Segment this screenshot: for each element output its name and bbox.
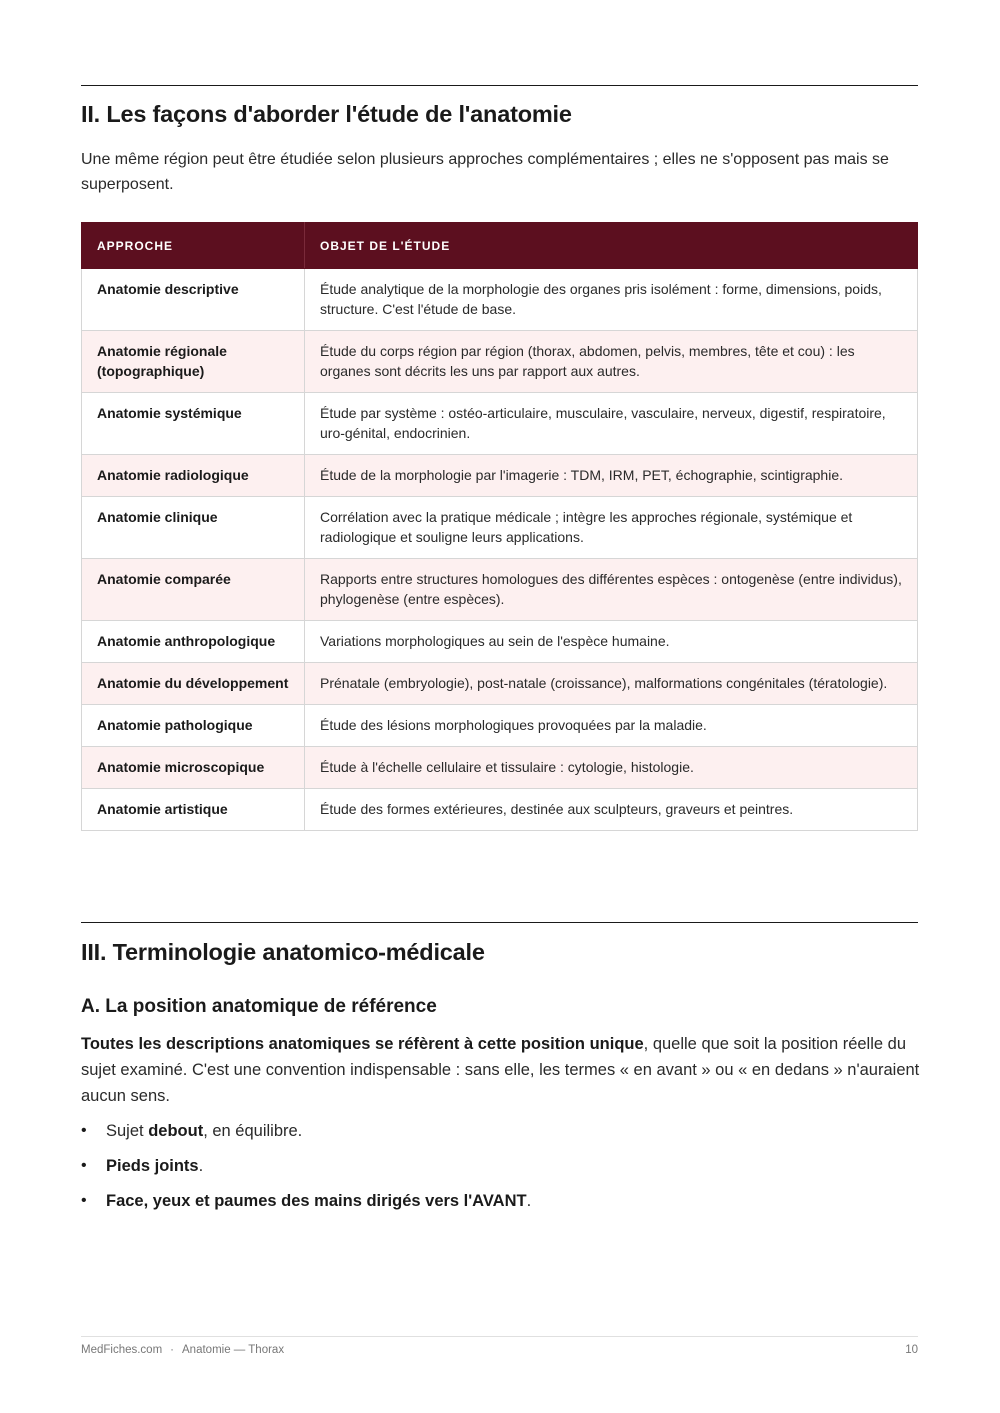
approach-cell: Anatomie microscopique [82, 747, 305, 789]
object-cell: Rapports entre structures homologues des différentes espèces : ontogenèse (entre individus), phylogenèse (entre espèces). [305, 559, 918, 621]
object-cell: Étude des lésions morphologiques provoquées par la maladie. [305, 705, 918, 747]
column-header-object: OBJET DE L'ÉTUDE [305, 223, 918, 269]
position-criteria-list [81, 1118, 918, 1223]
position-paragraph [81, 1031, 921, 1109]
footer-course: Anatomie — Thorax [182, 1344, 285, 1356]
footer-site: MedFiches.com [81, 1344, 163, 1356]
approach-cell: Anatomie artistique [82, 789, 305, 831]
section-2-intro: Une même région peut être étudiée selon plusieurs approches complémentaires ; elles ne s'opposent pas mais se superposent. [81, 151, 889, 193]
table-row [82, 559, 918, 621]
approach-cell: Anatomie clinique [82, 497, 305, 559]
section-divider [81, 85, 918, 86]
object-cell: Étude de la morphologie par l'imagerie : TDM, IRM, PET, échographie, scintigraphie. [305, 455, 918, 497]
approach-cell: Anatomie descriptive [82, 269, 305, 331]
list-item [81, 1153, 918, 1188]
object-cell: Étude par système : ostéo-articulaire, musculaire, vasculaire, nerveux, digestif, respiratoire, uro-génital, endocrinien. [305, 393, 918, 455]
approach-cell: Anatomie radiologique [82, 455, 305, 497]
table-row [82, 789, 918, 831]
approach-cell: Anatomie anthropologique [82, 621, 305, 663]
table-row [82, 269, 918, 331]
object-cell: Étude à l'échelle cellulaire et tissulaire : cytologie, histologie. [305, 747, 918, 789]
list-item-emphasis: Pieds joints [106, 1157, 199, 1175]
table-header-row [82, 223, 918, 269]
footer-left [81, 1344, 284, 1356]
section-2-title: II. Les façons d'aborder l'étude de l'anatomie [81, 101, 572, 127]
approach-cell: Anatomie du développement [82, 663, 305, 705]
object-cell: Étude du corps région par région (thorax, abdomen, pelvis, membres, tête et cou) : les organes sont décrits les uns par rapport aux autres. [305, 331, 918, 393]
object-cell: Étude analytique de la morphologie des organes pris isolément : forme, dimensions, poids, structure. C'est l'étude de base. [305, 269, 918, 331]
section-3-title: III. Terminologie anatomico-médicale [81, 939, 485, 965]
approach-cell: Anatomie comparée [82, 559, 305, 621]
approach-cell: Anatomie régionale (topographique) [82, 331, 305, 393]
table-row [82, 663, 918, 705]
approach-cell: Anatomie pathologique [82, 705, 305, 747]
list-item-text: , en équilibre. [203, 1122, 303, 1140]
table-row [82, 497, 918, 559]
page-footer [81, 1344, 918, 1356]
list-item-text: Sujet [106, 1122, 149, 1140]
table-row [82, 331, 918, 393]
table-row [82, 393, 918, 455]
footer-divider [81, 1336, 918, 1337]
list-item [81, 1118, 918, 1153]
column-header-approach: APPROCHE [82, 223, 305, 269]
object-cell: Corrélation avec la pratique médicale ; intègre les approches régionale, systémique et radiologique et souligne leurs applications. [305, 497, 918, 559]
footer-separator: · [170, 1344, 175, 1356]
list-item-text: . [198, 1157, 204, 1175]
table-row [82, 621, 918, 663]
page-number: 10 [905, 1344, 918, 1356]
table-row [82, 455, 918, 497]
approaches-table [81, 222, 918, 831]
approach-cell: Anatomie systémique [82, 393, 305, 455]
list-item-emphasis: Face, yeux et paumes des mains dirigés vers l'AVANT [106, 1192, 527, 1210]
object-cell: Étude des formes extérieures, destinée aux sculpteurs, graveurs et peintres. [305, 789, 918, 831]
list-item-emphasis: debout [148, 1122, 204, 1140]
list-item-text: . [526, 1192, 532, 1210]
object-cell: Variations morphologiques au sein de l'espèce humaine. [305, 621, 918, 663]
position-paragraph-text: , quelle que soit la position réelle du sujet examiné. C'est une convention indispensable : sans elle, les termes « en avant » ou « en dedans » n'auraient aucun sens. [81, 1035, 920, 1105]
table-row [82, 747, 918, 789]
position-paragraph-emphasis: Toutes les descriptions anatomiques se réfèrent à cette position unique [81, 1035, 644, 1053]
bullet-icon: • [81, 1157, 87, 1174]
subsection-a-title: A. La position anatomique de référence [81, 996, 437, 1017]
section-divider [81, 922, 918, 923]
table-row [82, 705, 918, 747]
list-item [81, 1188, 918, 1223]
object-cell: Prénatale (embryologie), post-natale (croissance), malformations congénitales (tératologie). [305, 663, 918, 705]
bullet-icon: • [81, 1192, 87, 1209]
bullet-icon: • [81, 1122, 87, 1139]
